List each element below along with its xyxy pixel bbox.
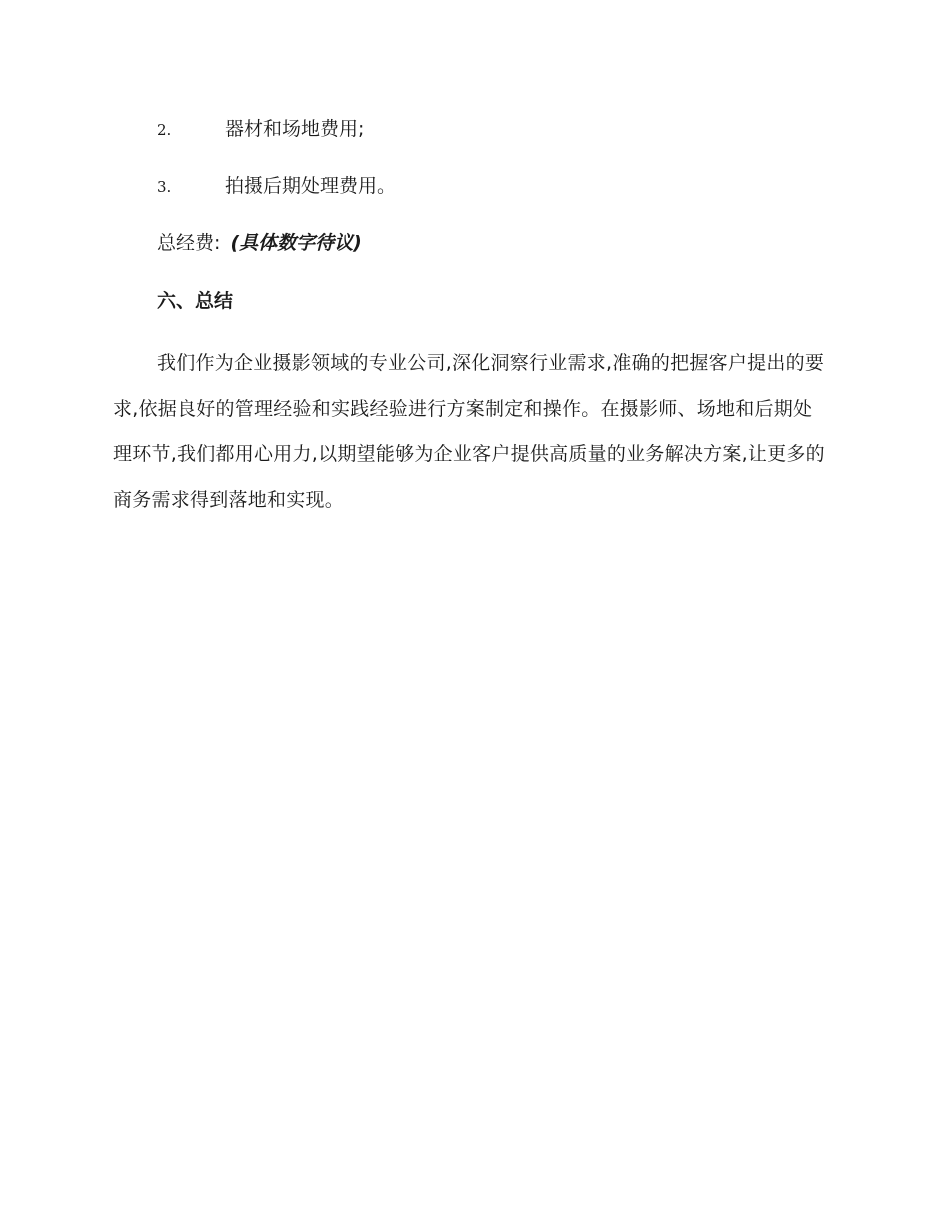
list-item-number: 3. (157, 178, 172, 196)
list-item (157, 171, 396, 201)
list-item (157, 114, 364, 144)
total-cost-value: (具体数字待议) (230, 232, 362, 254)
list-item-number: 2. (157, 121, 172, 139)
list-item-text: 器材和场地费用; (225, 118, 365, 140)
summary-paragraph: 我们作为企业摄影领域的专业公司,深化洞察行业需求,准确的把握客户提出的要求,依据良好的管理经验和实践经验进行方案制定和操作。在摄影师、场地和后期处理环节,我们都用心用力,以期望能够为企业客户提供高质量的业务解决方案,让更多的商务需求得到落地和实现。 (113, 352, 825, 511)
list-item-text: 拍摄后期处理费用。 (225, 175, 397, 197)
total-cost-line (157, 228, 362, 258)
total-cost-label: 总经费: (157, 232, 221, 254)
section-heading: 六、总结 (157, 290, 234, 312)
